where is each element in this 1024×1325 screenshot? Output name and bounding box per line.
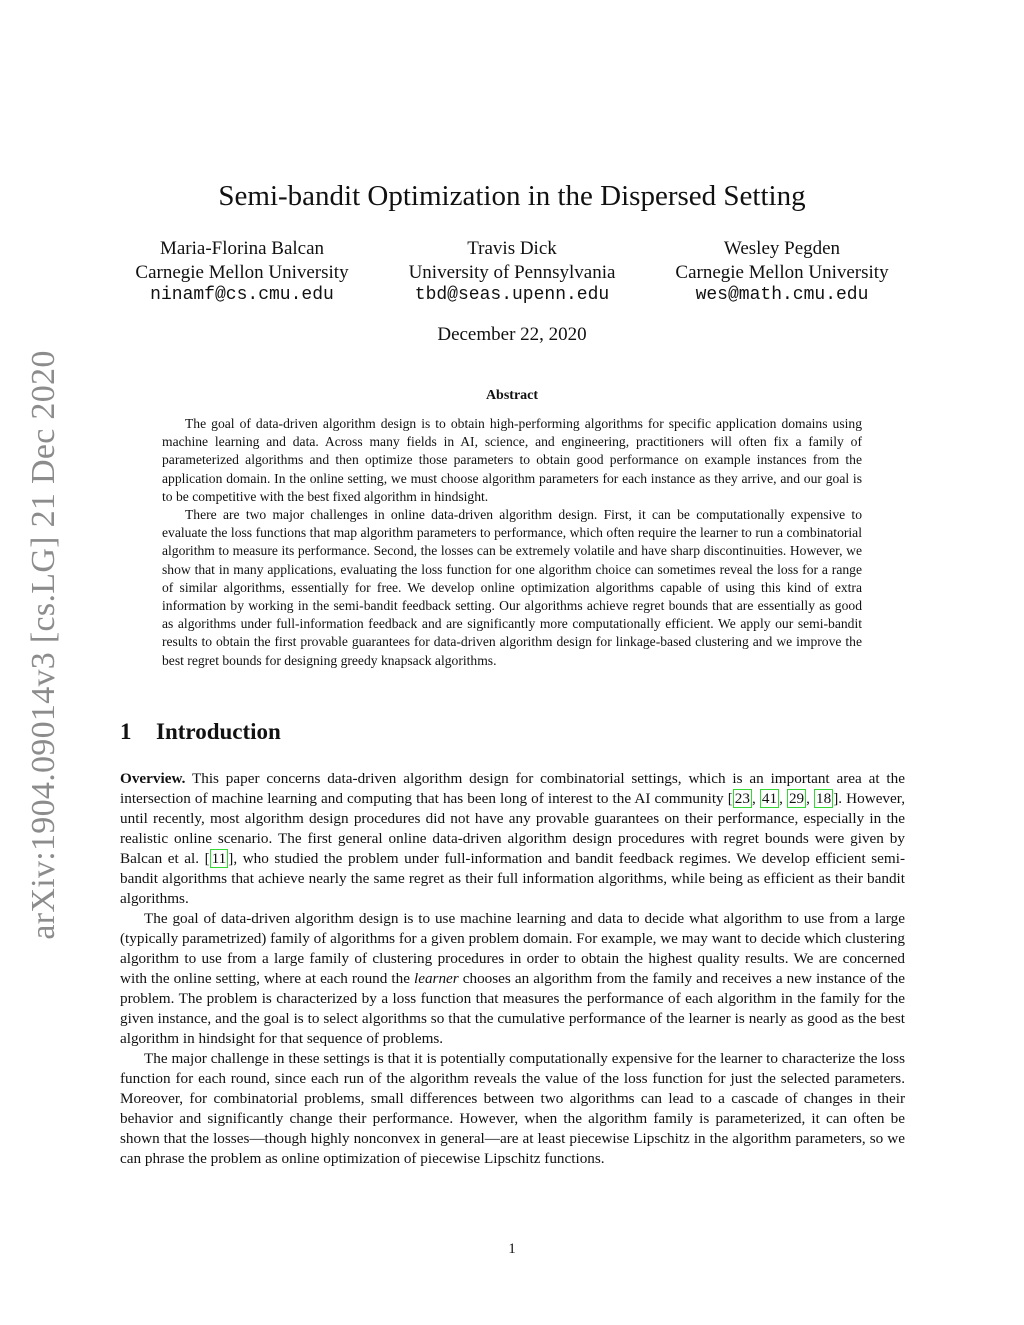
abstract-heading: Abstract: [485, 388, 539, 403]
author-email: tbd@seas.upenn.edu: [414, 285, 610, 305]
abstract: [162, 387, 862, 670]
abstract-paragraph-1: The goal of data-driven algorithm design is to obtain high-performing algorithms for specific application domains using machine learning and data. Across many fields in AI, science, and engineering, practitioners will often fix a family of parameterized algorithms and then optimize those parameters to obtain good performance on example instances from the application domain. In the online setting, we must choose algorithm parameters for each instance as they arrive, and our goal is to be competitive with the best fixed algorithm in hindsight.: [162, 416, 862, 504]
citation-link[interactable]: 41: [761, 790, 778, 807]
citation-link[interactable]: 18: [816, 790, 832, 807]
author-name: Maria-Florina Balcan: [159, 238, 325, 259]
intro-paragraph-1: Overview. This paper concerns data-driven algorithm design for combinatorial settings, which is an important area at the intersection of machine learning and computing that has been long of interest to the AI community [ 23 , 41 , 29 , 18 ]. However, until recently, most algorithm design procedures did not have any provable guarantees on their performance, especially in the realistic online scenario. The first general online data-driven algorithm design procedures with regret bounds were given by Balcan et al. [ 11 ], who studied the problem under full-information and bandit feedback regimes. We develop efficient semi-bandit algorithms that achieve nearly the same regret as their full information algorithms, while being as efficient as their bandit algorithms.: [120, 770, 906, 907]
emphasis: learner: [413, 970, 459, 987]
author-name: Wesley Pegden: [723, 238, 841, 259]
page-number: 1: [508, 1241, 516, 1257]
paper-title: Semi-bandit Optimization in the Dispersed Setting: [218, 180, 806, 212]
citation-link[interactable]: 29: [788, 790, 805, 807]
text-run: ], who studied the problem under full-information and bandit feedback regimes. We develop efficient semi-bandit algorithms that achieve nearly the same regret as their full information algorithms, while being as efficient as their bandit algorithms.: [120, 850, 905, 907]
author-block: [112, 237, 912, 308]
author-email: wes@math.cmu.edu: [695, 285, 869, 305]
citation-link[interactable]: 23: [734, 790, 750, 807]
intro-paragraph-2: [120, 909, 905, 1049]
text-run: The goal of data-driven algorithm design is to use machine learning and data to decide what algorithm to use from a large (typically parametrized) family of algorithms for a given problem domain. For example, we may want to decide which clustering algorithm to use from a large family of clustering procedures in order to obtain the highest quality results. We are concerned with the online setting, where at each round the: [120, 910, 905, 987]
author-affiliation: University of Pennsylvania: [408, 261, 616, 283]
author-3: [652, 237, 912, 308]
author-1: [112, 237, 372, 308]
section-heading-introduction: [120, 718, 281, 746]
text-run: This paper concerns data-driven algorithm design for combinatorial settings, which is an important area at the intersection of machine learning and computing that has been long of interest to the AI community [: [120, 770, 905, 807]
section-title: Introduction: [156, 719, 281, 744]
paper-date: December 22, 2020: [437, 324, 587, 345]
arxiv-sidebar-stamp: [20, 350, 68, 940]
paragraph-lead: Overview.: [120, 770, 186, 787]
abstract-paragraph-2: There are two major challenges in online data-driven algorithm design. First, it can be computationally expensive to evaluate the loss functions that map algorithm parameters to performance, which often require the learner to run a combinatorial algorithm to measure its performance. Second, the losses can be extremely volatile and have sharp discontinuities. However, we show that in many applications, evaluating the loss function for one algorithm choice can sometimes reveal the loss for a range of similar algorithms, essentially for free. We develop online optimization algorithms capable of using this kind of extra information by working in the semi-bandit feedback setting. Our algorithms achieve regret bounds that are essentially as good as algorithms under full-information feedback and are significantly more computationally efficient. We apply our semi-bandit results to obtain the first provable guarantees for data-driven algorithm design for linkage-based clustering and we improve the best regret bounds for designing greedy knapsack algorithms.: [162, 507, 862, 668]
section-number: 1: [120, 719, 132, 744]
arxiv-identifier: arXiv:1904.09014v3 [cs.LG] 21 Dec 2020: [25, 350, 62, 940]
author-email: ninamf@cs.cmu.edu: [150, 285, 334, 305]
intro-paragraph-3: The major challenge in these settings is that it is potentially computationally expensive for the learner to characterize the loss function for each round, since each run of the algorithm reveals the value of the loss function for just the selected parameters. Moreover, for combinatorial problems, small differences between two algorithms can lead to a cascade of changes in their behavior and significantly change their performance. However, when the algorithm family is parameterized, it can often be shown that the losses—though highly nonconvex in general—are at least piecewise Lipschitz in the algorithm parameters, so we can phrase the problem as online optimization of piecewise Lipschitz functions.: [120, 1050, 905, 1167]
text-run: ]. However, until recently, most algorithm design procedures did not have any provable guarantees on their performance, especially in the realistic online scenario. The first general online data-driven algorithm design procedures with regret bounds were given by Balcan et al. [: [120, 790, 906, 867]
introduction-body: [120, 769, 905, 1169]
author-2: [382, 237, 642, 308]
author-affiliation: Carnegie Mellon University: [675, 261, 889, 283]
text-run: chooses an algorithm from the family and receives a new instance of the problem. The problem is characterized by a loss function that measures the performance of each algorithm in the family for the given instance, and the goal is to select algorithms so that the cumulative performance of the learner is nearly as good as the best algorithm in hindsight for that sequence of problems.: [120, 970, 906, 1047]
author-affiliation: Carnegie Mellon University: [135, 261, 349, 283]
citation-link[interactable]: 11: [211, 850, 227, 867]
author-name: Travis Dick: [467, 238, 557, 259]
